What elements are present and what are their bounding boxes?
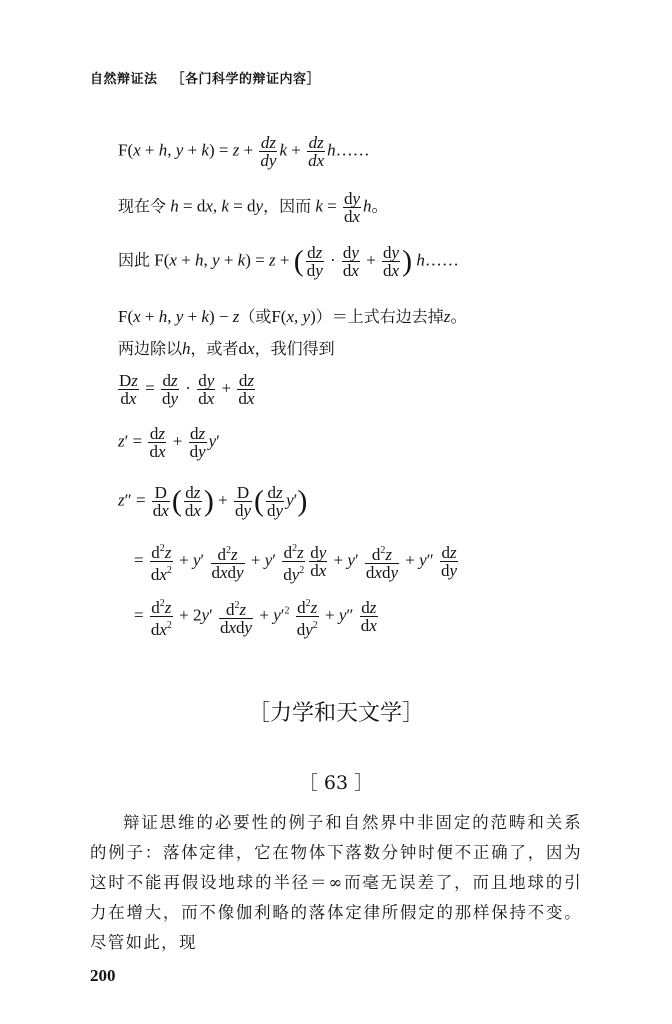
text-therefore: 因此 — [118, 250, 151, 270]
equation-2: 现在令 h = dx, k = dy，因而 k = $\frac{dy}{dx}$ h。 — [118, 189, 389, 226]
equation-dz: $\frac{Dz}{dx}$ = $\frac{dz}{dy}$ · $\frac{dy}{dx}$ + $\frac{dz}{dx}$ — [119, 371, 255, 408]
page-number: 200 — [90, 966, 116, 985]
equation-z-double-prime: z″ = $\frac{D}{dx}$ ( $\frac{dz}{dx}$ ) + $\frac{D}{dy}$ ( $\frac{dz}{dy}$ y′) — [118, 483, 308, 520]
equation-1: F(x + h, y + k) = z + $\frac{dz}{dy}$ k + $\frac{dz}{dx}$ h…… — [118, 133, 370, 170]
header-section: ［各门科学的辩证内容］ — [171, 72, 321, 87]
section-number: ［ 63 ］ — [298, 772, 374, 794]
text-minus-or: （或 — [239, 307, 272, 326]
text-equals-above: ）＝上式右边去掉 — [315, 307, 444, 326]
equation-3: 因此 F(x + h, y + k) = z + ( $\frac{dz}{dy}$ · $\frac{dy}{dx}$ + $\frac{dy}{dx}$ ) h…… — [118, 243, 459, 280]
equation-4: F(x + h, y + k) − z（或F(x, y)）＝上式右边去掉z。 — [118, 307, 468, 326]
text-now-let: 现在令 — [118, 196, 167, 216]
equation-expansion-1: = $\frac{d^2z}{dx^2}$ + y′ $\frac{d^2z}{\text{dxdy}}$ + y′ $\frac{d^2z}{dy^2}$ $\frac{dy}{dx}$ + y′ $\frac{d^2z}{\text{dxdy}}$ + y″ $\frac{dz}{dy}$ — [134, 540, 460, 583]
text-thus-k: ，因而 — [263, 196, 312, 216]
equation-z-prime: z′ = $\frac{dz}{dx}$ + $\frac{dz}{dy}$ y′ — [118, 424, 220, 461]
text-divide: 两边除以 — [118, 339, 183, 358]
text-or: ，或者 — [190, 339, 239, 358]
header-book-title: 自然辩证法 — [90, 72, 158, 87]
text-line-divide: 两边除以h，或者dx，我们得到 — [118, 339, 335, 358]
equation-expansion-2: = $\frac{d^2z}{dx^2}$ + 2y′ $\frac{d^2z}{\text{dxdy}}$ + $y'^2$ $\frac{d^2z}{dy^2}$ + y″ $\frac{dz}{dx}$ — [134, 595, 380, 638]
text-we-get: ，我们得到 — [254, 339, 335, 358]
section-title: ［力学和天文学］ — [247, 701, 424, 726]
running-header — [90, 68, 320, 87]
body-paragraph: 辩证思维的必要性的例子和自然界中非固定的范畴和关系的例子：落体定律，它在物体下落数分钟时便不正确了，因为这时不能再假设地球的半径＝∞而毫无误差了，而且地球的引力在增大，而不像伽利略的落体定律所假定的那样保持不变。尽管如此，现 — [90, 813, 582, 952]
